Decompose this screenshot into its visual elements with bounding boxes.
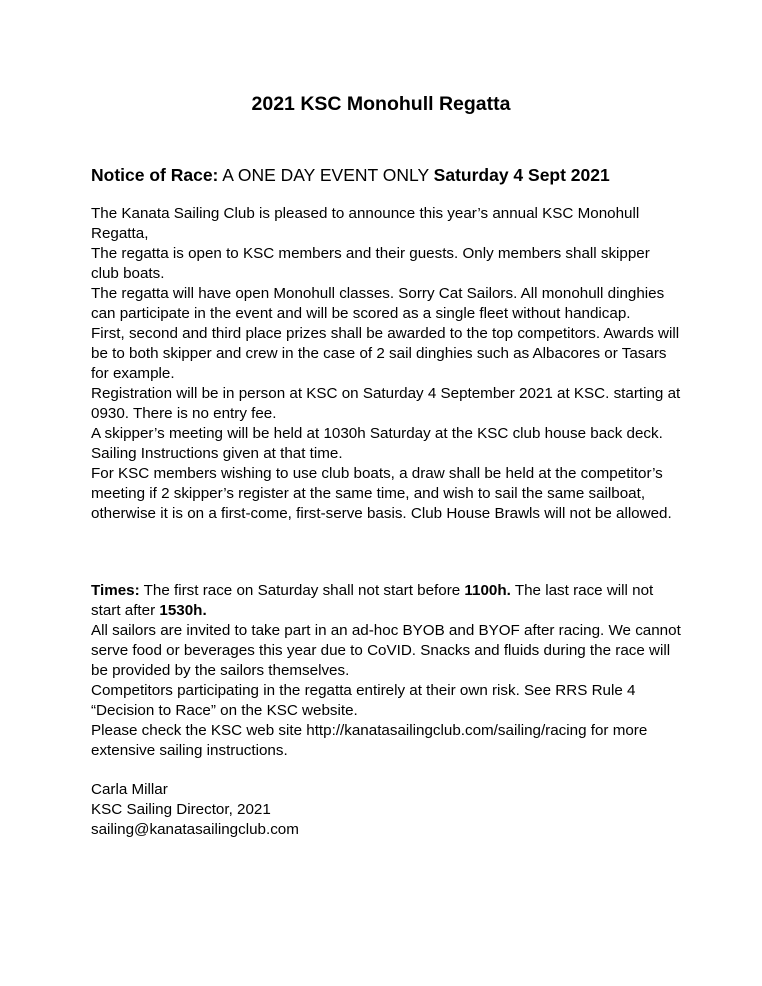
notice-date: Saturday 4 Sept 2021 bbox=[433, 165, 610, 185]
paragraph-registration: Registration will be in person at KSC on Saturday 4 September 2021 at KSC. starting at 0930. There is no entry fee. bbox=[91, 385, 681, 422]
paragraph-byob: All sailors are invited to take part in an ad-hoc BYOB and BYOF after racing. We cannot serve food or beverages this year due to CoVID. Snacks and fluids during the race will be provided by the sailors themselves. bbox=[91, 622, 681, 679]
paragraph-intro: The Kanata Sailing Club is pleased to announce this year’s annual KSC Monohull Regatta, bbox=[91, 205, 640, 242]
paragraph-website: Please check the KSC web site http://kanatasailingclub.com/sailing/racing for more extensive sailing instructions. bbox=[91, 722, 648, 759]
notice-text: A ONE DAY EVENT ONLY bbox=[218, 165, 434, 185]
document-title: 2021 KSC Monohull Regatta bbox=[251, 93, 511, 115]
paragraph-classes: The regatta will have open Monohull classes. Sorry Cat Sailors. All monohull dinghies can participate in the event and will be scored as a single fleet without handicap. bbox=[91, 285, 665, 322]
signature-block bbox=[91, 780, 681, 840]
announcement-block bbox=[91, 204, 681, 524]
notice-of-race-line bbox=[91, 164, 610, 186]
paragraph-skippers-meeting: A skipper’s meeting will be held at 1030h Saturday at the KSC club house back deck. Sailing Instructions given at that time. bbox=[91, 425, 663, 462]
paragraph-prizes: First, second and third place prizes shall be awarded to the top competitors. Awards will be to both skipper and crew in the case of 2 sail dinghies such as Albacores or Tasars for example. bbox=[91, 325, 680, 382]
times-label: Times: bbox=[91, 582, 140, 599]
times-text-a: The first race on Saturday shall not start before bbox=[139, 582, 465, 599]
paragraph-club-boats: For KSC members wishing to use club boats, a draw shall be held at the competitor’s meeting if 2 skipper’s register at the same time, and wish to sail the same sailboat, otherwise it is on a first-come, first-serve basis. Club House Brawls will not be allowed. bbox=[91, 465, 672, 522]
signature-name: Carla Millar bbox=[91, 781, 168, 798]
paragraph-times bbox=[91, 581, 681, 621]
signature-email: sailing@kanatasailingclub.com bbox=[91, 821, 299, 838]
times-last-race: 1530h. bbox=[159, 602, 207, 619]
signature-role: KSC Sailing Director, 2021 bbox=[91, 801, 271, 818]
times-text-b: The last race will not start after bbox=[91, 582, 654, 619]
times-first-race: 1100h. bbox=[464, 582, 511, 599]
times-block bbox=[91, 581, 681, 761]
notice-label: Notice of Race: bbox=[91, 165, 219, 185]
paragraph-risk: Competitors participating in the regatta entirely at their own risk. See RRS Rule 4 “Decision to Race” on the KSC website. bbox=[91, 682, 636, 719]
paragraph-eligibility: The regatta is open to KSC members and their guests. Only members shall skipper club boats. bbox=[91, 245, 650, 282]
